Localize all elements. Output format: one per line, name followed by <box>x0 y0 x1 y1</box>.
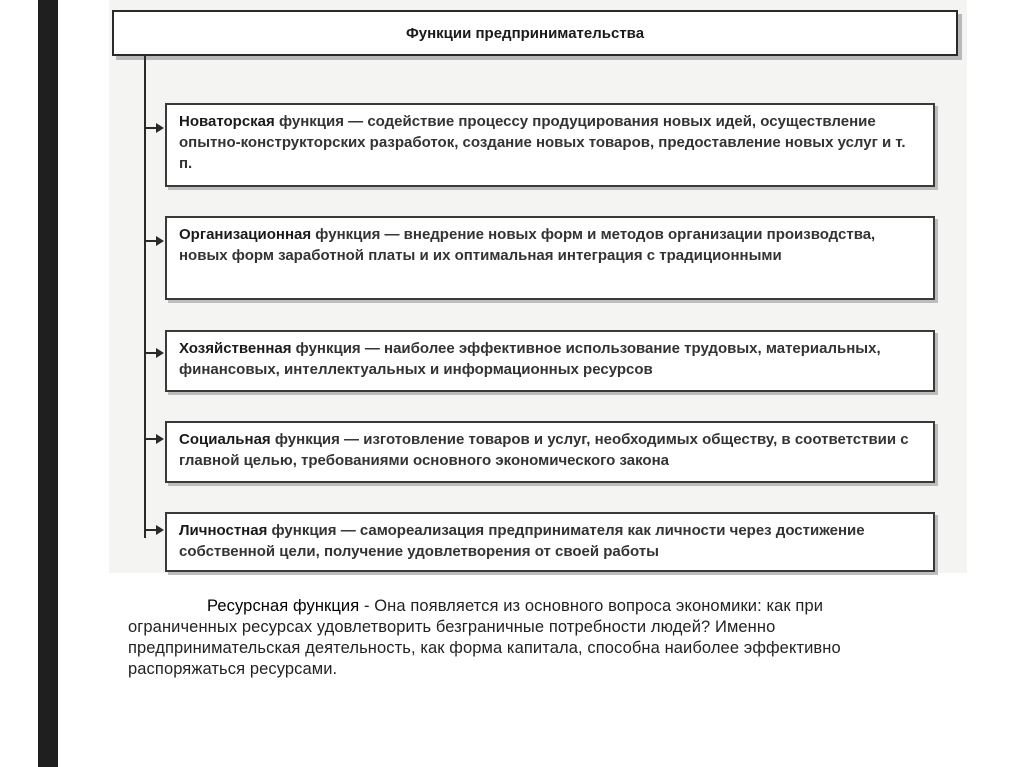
function-name: Новаторская <box>179 113 275 130</box>
diagram-title-box <box>112 10 958 56</box>
function-description: функция — наиболее эффективное использование трудовых, материальных, финансовых, интеллектуальных и информационных ресурсов <box>179 340 881 378</box>
diagram-title: Функции предпринимательства <box>405 24 645 42</box>
function-box-innovative <box>165 103 935 187</box>
function-box-economic <box>165 330 935 392</box>
function-description: функция — содействие процессу продуцирования новых идей, осуществление опытно-конструкторских разработок, создание новых товаров, предоставление новых услуг и т. п. <box>179 113 906 172</box>
arrow-icon <box>145 434 165 444</box>
slide-caption <box>128 596 928 680</box>
function-description: функция — самореализация предпринимателя как личности через достижение собственной цели, получение удовлетворения от своей работы <box>179 522 865 560</box>
function-description: функция — изготовление товаров и услуг, необходимых обществу, в соответствии с главной целью, требованиями основного экономического закона <box>179 431 909 469</box>
function-name: Организационная <box>179 226 312 243</box>
arrow-icon <box>145 525 165 535</box>
function-box-personal <box>165 512 935 572</box>
function-box-social <box>165 421 935 483</box>
arrow-icon <box>145 348 165 358</box>
function-name: Социальная <box>179 431 271 448</box>
function-name: Хозяйственная <box>179 340 292 357</box>
caption-term: Ресурсная функция <box>207 597 360 615</box>
slide-left-bar <box>38 0 58 767</box>
page-margin <box>0 0 38 767</box>
caption-text: - Она появляется из основного вопроса экономики: как при ограниченных ресурсах удовлетворить безграничные потребности людей? Именно предпринимательская деятельность, как форма капитала, способна наиболее эффективно распоряжаться ресурсами. <box>128 597 841 678</box>
function-description: функция — внедрение новых форм и методов организации производства, новых форм заработной платы и их оптимальная интеграция с традиционными <box>179 226 876 264</box>
arrow-icon <box>145 236 165 246</box>
function-box-organizational <box>165 216 935 300</box>
arrow-icon <box>145 123 165 133</box>
function-name: Личностная <box>179 522 268 539</box>
